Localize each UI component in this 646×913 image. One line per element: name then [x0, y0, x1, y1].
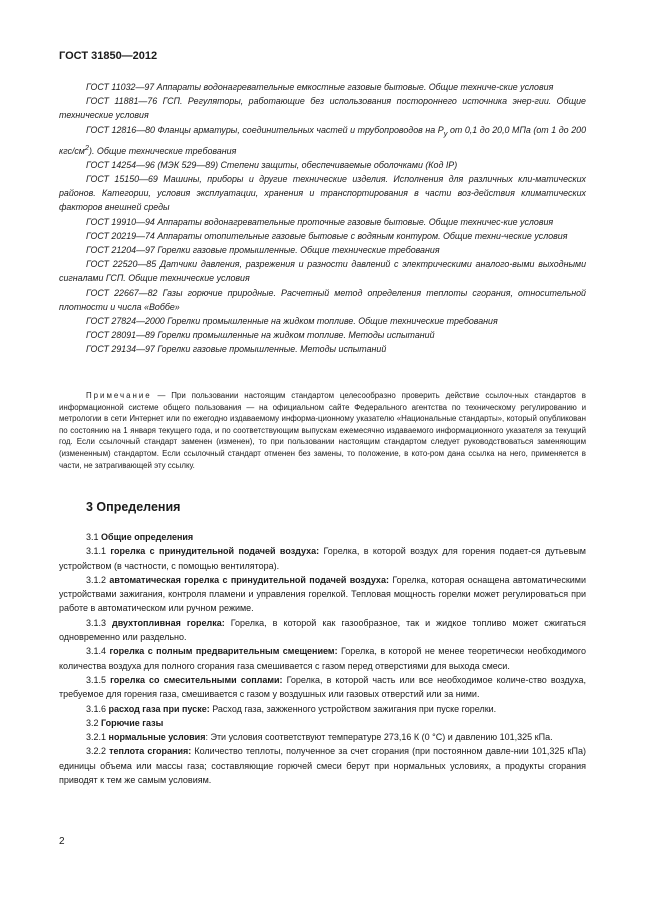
reference-item: ГОСТ 21204—97 Горелки газовые промышленные. Общие технические требования: [86, 244, 440, 255]
definition-term: автоматическая горелка с принудительной подачей воздуха:: [109, 574, 389, 585]
reference-item: ГОСТ 29134—97 Горелки газовые промышленные. Методы испытаний: [86, 344, 387, 355]
references-list: [59, 80, 586, 357]
reference-item: ГОСТ 11032—97 Аппараты водонагревательные емкостные газовые бытовые. Общие техниче-ские условия: [86, 82, 554, 92]
definition-item: 3.1.5 горелка со смесительными соплами: Горелка, в которой часть или все необходимое количе-ство воздуха, требуемое для горения газа, смешивается с газом у воздушных или газовых отверстий или за ними.: [59, 674, 587, 700]
definition-term: горелка с принудительной подачей воздуха:: [110, 546, 320, 557]
definition-item: 3.1.3 двухтопливная горелка: Горелка, в которой как газообразное, так и жидкое топливо может сжигаться одновременно или раздельно.: [59, 617, 586, 643]
definition-term: горелка с полным предварительным смещением:: [109, 646, 338, 657]
definition-item: 3.1 Общие определения: [86, 532, 194, 542]
reference-item: ГОСТ 28091—89 Горелки промышленные на жидком топливе. Методы испытаний: [86, 330, 435, 341]
definition-item: 3.1.1 горелка с принудительной подачей воздуха: Горелка, в которой воздух для горения подает-ся дутьевым устройством (в частности, с помощью вентилятора).: [59, 546, 586, 571]
page-number: 2: [59, 836, 65, 847]
definition-item: 3.1.4 горелка с полным предварительным смещением: Горелка, в которой не менее теоретически необходимого количества воздуха для полного сгорания газа смешивается с газом перед отверстиями для выхода смеси.: [59, 646, 586, 671]
definition-item: 3.2.1 нормальные условия: Эти условия соответствуют температуре 273,16 К (0 °С) и давлению 101,325 кПа.: [86, 732, 553, 743]
definition-term: Общие определения: [101, 532, 194, 542]
section-title: 3 Определения: [86, 500, 181, 514]
definition-item: 3.2.2 теплота сгорания: Количество теплоты, полученное за счет сгорания (при постоянном давле-нии 101,325 кПа) единицы объема или массы газа; составляющие горючей смеси берут при нормальных условиях, а продукты сгорания приводят к тем же самым условиям.: [59, 746, 586, 786]
definition-item: 3.1.6 расход газа при пуске: Расход газа, зажженного устройством зажигания при пуске горелки.: [86, 703, 497, 714]
definition-term: Горючие газы: [101, 717, 164, 728]
definition-term: теплота сгорания:: [109, 746, 192, 757]
reference-item: ГОСТ 22520—85 Датчики давления, разрежения и разности давлений с электрическими аналого-выми выходными сигналами ГСП. Общие технические условия: [59, 259, 586, 284]
page-header: ГОСТ 31850—2012: [59, 50, 158, 62]
definition-item: 3.1.2 автоматическая горелка с принудительной подачей воздуха: Горелка, которая оснащена автоматическими устройствами зажигания, контроля пламени и управления горелкой. Тепловая мощность горелки может регулироваться при работе в автоматическом или ручном режиме.: [59, 574, 586, 614]
definition-term: двухтопливная горелка:: [112, 617, 225, 628]
reference-item: ГОСТ 19910—94 Аппараты водонагревательные проточные газовые бытовые. Общие техничес-кие условия: [86, 216, 554, 227]
definition-term: расход газа при пуске:: [108, 703, 210, 714]
note-label: Примечание: [86, 391, 152, 400]
reference-item: ГОСТ 20219—74 Аппараты отопительные газовые бытовые с водяным контуром. Общие техни-ческие условия: [86, 230, 568, 241]
definition-item: 3.2 Горючие газы: [86, 717, 164, 728]
reference-item: ГОСТ 14254—96 (МЭК 529—89) Степени защиты, обеспечиваемые оболочками (Код IP): [86, 159, 458, 170]
definition-term: нормальные условия: [108, 732, 206, 743]
note-text: — При пользовании настоящим стандартом целесообразно проверить действие ссылоч-ных стандартов в информационной системе общего пользования — на официальном сайте Федерального агентства по техническому регулированию и метрологии в сети Интернет или по ежегодно издаваемому информа-ционному указателю «Национальные стандарты», который опубликован по состоянию на 1 января текущего года, и по соответствующим выпускам ежемесячно издаваемого информационного указателя за текущий год. Если ссылочный стандарт заменен (изменен), то при пользовании настоящим стандартом следует руководствоваться заменяющим (измененным) стандартом. Если ссылочный стандарт отменен без замены, то положение, в кото-ром дана ссылка на него, применяется в части, не затрагивающей эту ссылку.: [59, 391, 586, 470]
note-paragraph: [59, 390, 586, 471]
reference-item: ГОСТ 12816—80 Фланцы арматуры, соединительных частей и трубопроводов на $P_у$ от 0,1 до 20,0 МПа (от 1 до 200 кгс/$см^2$). Общие технические требования: [59, 124, 587, 156]
reference-item: ГОСТ 11881—76 ГСП. Регуляторы, работающие без использования постороннего источника энер-гии. Общие технические условия: [59, 96, 586, 121]
definition-term: горелка со смесительными соплами:: [110, 674, 283, 685]
reference-item: ГОСТ 22667—82 Газы горючие природные. Расчетный метод определения теплоты сгорания, относительной плотности и числа «Воббе»: [59, 287, 586, 312]
reference-item: ГОСТ 27824—2000 Горелки промышленные на жидком топливе. Общие технические требования: [86, 316, 498, 326]
reference-item: ГОСТ 15150—69 Машины, приборы и другие технические изделия. Исполнения для различных кли-матических районов. Категории, условия эксплуатации, хранения и транспортирования в части воз-действия климатических факторов внешней среды: [59, 173, 586, 213]
definitions-list: [59, 530, 586, 787]
